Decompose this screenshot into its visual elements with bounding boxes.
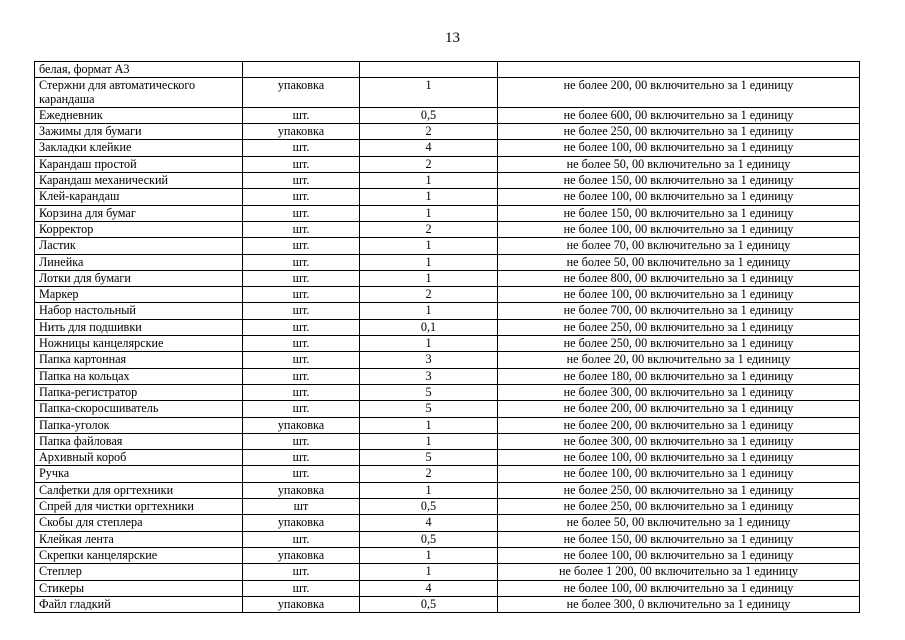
unit-cell: шт.: [243, 368, 360, 384]
item-name-cell: Архивный короб: [35, 450, 243, 466]
page-number: 13: [445, 30, 460, 46]
unit-cell: упаковка: [243, 78, 360, 108]
price-limit-cell: не более 100, 00 включительно за 1 единицу: [498, 450, 860, 466]
quantity-cell: 5: [360, 384, 498, 400]
item-name-cell: Скрепки канцелярские: [35, 547, 243, 563]
price-limit-cell: не более 70, 00 включительно за 1 единицу: [498, 238, 860, 254]
table-row: [35, 580, 860, 596]
item-name-cell: Ручка: [35, 466, 243, 482]
item-name-cell: Ежедневник: [35, 107, 243, 123]
unit-cell: шт.: [243, 531, 360, 547]
item-name-cell: Закладки клейкие: [35, 140, 243, 156]
table-row: [35, 221, 860, 237]
quantity-cell: 1: [360, 433, 498, 449]
item-name-cell: Корректор: [35, 221, 243, 237]
quantity-cell: 3: [360, 368, 498, 384]
quantity-cell: 4: [360, 580, 498, 596]
price-limit-cell: не более 700, 00 включительно за 1 единицу: [498, 303, 860, 319]
unit-cell: шт.: [243, 140, 360, 156]
item-name-cell: Степлер: [35, 564, 243, 580]
quantity-cell: 0,1: [360, 319, 498, 335]
price-limit-cell: [498, 62, 860, 78]
item-name-cell: Скобы для степлера: [35, 515, 243, 531]
item-name-cell: Стержни для автоматического карандаша: [35, 78, 243, 108]
quantity-cell: 1: [360, 254, 498, 270]
quantity-cell: [360, 62, 498, 78]
table-row: [35, 205, 860, 221]
table-row: [35, 254, 860, 270]
quantity-cell: 1: [360, 547, 498, 563]
table-row: [35, 107, 860, 123]
price-limit-cell: не более 20, 00 включительно за 1 единицу: [498, 352, 860, 368]
unit-cell: шт.: [243, 303, 360, 319]
quantity-cell: 1: [360, 270, 498, 286]
quantity-cell: 1: [360, 564, 498, 580]
price-limit-cell: не более 100, 00 включительно за 1 единицу: [498, 547, 860, 563]
unit-cell: [243, 62, 360, 78]
item-name-cell: Папка картонная: [35, 352, 243, 368]
price-limit-cell: не более 300, 00 включительно за 1 единицу: [498, 433, 860, 449]
unit-cell: шт.: [243, 107, 360, 123]
price-limit-cell: не более 250, 00 включительно за 1 единицу: [498, 319, 860, 335]
quantity-cell: 1: [360, 336, 498, 352]
price-limit-cell: не более 50, 00 включительно за 1 единицу: [498, 156, 860, 172]
price-limit-cell: не более 250, 00 включительно за 1 единицу: [498, 482, 860, 498]
unit-cell: шт.: [243, 189, 360, 205]
table-row: [35, 287, 860, 303]
unit-cell: шт.: [243, 336, 360, 352]
price-limit-cell: не более 250, 00 включительно за 1 единицу: [498, 124, 860, 140]
price-limit-cell: не более 300, 0 включительно за 1 единицу: [498, 596, 860, 612]
price-limit-cell: не более 100, 00 включительно за 1 единицу: [498, 221, 860, 237]
item-name-cell: Зажимы для бумаги: [35, 124, 243, 140]
price-limit-cell: не более 100, 00 включительно за 1 единицу: [498, 140, 860, 156]
unit-cell: шт.: [243, 433, 360, 449]
table-row: [35, 140, 860, 156]
item-name-cell: Папка файловая: [35, 433, 243, 449]
quantity-cell: 2: [360, 287, 498, 303]
quantity-cell: 3: [360, 352, 498, 368]
table-row: [35, 450, 860, 466]
quantity-cell: 2: [360, 466, 498, 482]
item-name-cell: белая, формат А3: [35, 62, 243, 78]
quantity-cell: 0,5: [360, 499, 498, 515]
quantity-cell: 0,5: [360, 596, 498, 612]
table-body: [35, 62, 860, 613]
item-name-cell: Набор настольный: [35, 303, 243, 319]
item-name-cell: Лотки для бумаги: [35, 270, 243, 286]
table-row: [35, 384, 860, 400]
price-limit-cell: не более 150, 00 включительно за 1 единицу: [498, 531, 860, 547]
unit-cell: шт: [243, 499, 360, 515]
price-limit-cell: не более 1 200, 00 включительно за 1 единицу: [498, 564, 860, 580]
unit-cell: шт.: [243, 173, 360, 189]
table-row: [35, 401, 860, 417]
table-row: [35, 417, 860, 433]
item-name-cell: Клейкая лента: [35, 531, 243, 547]
table-row: [35, 270, 860, 286]
price-limit-cell: не более 180, 00 включительно за 1 единицу: [498, 368, 860, 384]
unit-cell: упаковка: [243, 124, 360, 140]
price-limit-cell: не более 250, 00 включительно за 1 единицу: [498, 336, 860, 352]
price-limit-cell: не более 600, 00 включительно за 1 единицу: [498, 107, 860, 123]
item-name-cell: Папка-регистратор: [35, 384, 243, 400]
table-row: [35, 515, 860, 531]
unit-cell: шт.: [243, 221, 360, 237]
quantity-cell: 4: [360, 515, 498, 531]
price-limit-cell: не более 100, 00 включительно за 1 единицу: [498, 287, 860, 303]
table-row: [35, 564, 860, 580]
item-name-cell: Ластик: [35, 238, 243, 254]
item-name-cell: Стикеры: [35, 580, 243, 596]
table-row: [35, 352, 860, 368]
item-name-cell: Папка-уголок: [35, 417, 243, 433]
item-name-cell: Папка на кольцах: [35, 368, 243, 384]
table-row: [35, 189, 860, 205]
item-name-cell: Салфетки для оргтехники: [35, 482, 243, 498]
item-name-cell: Спрей для чистки оргтехники: [35, 499, 243, 515]
item-name-cell: Карандаш простой: [35, 156, 243, 172]
price-limit-cell: не более 200, 00 включительно за 1 единицу: [498, 417, 860, 433]
table-row: [35, 433, 860, 449]
price-limit-cell: не более 100, 00 включительно за 1 единицу: [498, 189, 860, 205]
quantity-cell: 2: [360, 124, 498, 140]
unit-cell: шт.: [243, 238, 360, 254]
price-limit-cell: не более 800, 00 включительно за 1 единицу: [498, 270, 860, 286]
item-name-cell: Линейка: [35, 254, 243, 270]
quantity-cell: 1: [360, 238, 498, 254]
unit-cell: шт.: [243, 319, 360, 335]
item-name-cell: Папка-скоросшиватель: [35, 401, 243, 417]
price-limit-cell: не более 150, 00 включительно за 1 единицу: [498, 205, 860, 221]
unit-cell: шт.: [243, 156, 360, 172]
table-row: [35, 466, 860, 482]
price-limit-cell: не более 300, 00 включительно за 1 единицу: [498, 384, 860, 400]
unit-cell: упаковка: [243, 417, 360, 433]
item-name-cell: Клей-карандаш: [35, 189, 243, 205]
supplies-table: [34, 61, 860, 613]
table-row: [35, 156, 860, 172]
price-limit-cell: не более 100, 00 включительно за 1 единицу: [498, 466, 860, 482]
quantity-cell: 1: [360, 205, 498, 221]
unit-cell: шт.: [243, 384, 360, 400]
price-limit-cell: не более 50, 00 включительно за 1 единицу: [498, 254, 860, 270]
table-row: [35, 499, 860, 515]
unit-cell: шт.: [243, 254, 360, 270]
quantity-cell: 4: [360, 140, 498, 156]
item-name-cell: Карандаш механический: [35, 173, 243, 189]
unit-cell: шт.: [243, 564, 360, 580]
quantity-cell: 0,5: [360, 531, 498, 547]
quantity-cell: 5: [360, 450, 498, 466]
price-limit-cell: не более 200, 00 включительно за 1 единицу: [498, 78, 860, 108]
unit-cell: шт.: [243, 450, 360, 466]
quantity-cell: 1: [360, 78, 498, 108]
price-limit-cell: не более 150, 00 включительно за 1 единицу: [498, 173, 860, 189]
unit-cell: шт.: [243, 270, 360, 286]
table-row: [35, 368, 860, 384]
quantity-cell: 0,5: [360, 107, 498, 123]
price-limit-cell: не более 50, 00 включительно за 1 единицу: [498, 515, 860, 531]
item-name-cell: Маркер: [35, 287, 243, 303]
unit-cell: шт.: [243, 466, 360, 482]
quantity-cell: 1: [360, 303, 498, 319]
table-row: [35, 78, 860, 108]
unit-cell: шт.: [243, 401, 360, 417]
table-row: [35, 336, 860, 352]
table-row: [35, 482, 860, 498]
quantity-cell: 1: [360, 173, 498, 189]
quantity-cell: 1: [360, 189, 498, 205]
table-row: [35, 547, 860, 563]
quantity-cell: 5: [360, 401, 498, 417]
item-name-cell: Ножницы канцелярские: [35, 336, 243, 352]
quantity-cell: 2: [360, 156, 498, 172]
price-limit-cell: не более 200, 00 включительно за 1 единицу: [498, 401, 860, 417]
table-row: [35, 596, 860, 612]
table-row: [35, 124, 860, 140]
table-row: [35, 303, 860, 319]
item-name-cell: Корзина для бумаг: [35, 205, 243, 221]
unit-cell: упаковка: [243, 547, 360, 563]
unit-cell: шт.: [243, 352, 360, 368]
item-name-cell: Нить для подшивки: [35, 319, 243, 335]
quantity-cell: 1: [360, 482, 498, 498]
unit-cell: упаковка: [243, 596, 360, 612]
price-limit-cell: не более 250, 00 включительно за 1 единицу: [498, 499, 860, 515]
table-row: [35, 531, 860, 547]
unit-cell: упаковка: [243, 482, 360, 498]
quantity-cell: 2: [360, 221, 498, 237]
unit-cell: шт.: [243, 580, 360, 596]
unit-cell: шт.: [243, 205, 360, 221]
price-limit-cell: не более 100, 00 включительно за 1 единицу: [498, 580, 860, 596]
table-row: [35, 173, 860, 189]
quantity-cell: 1: [360, 417, 498, 433]
table-row: [35, 319, 860, 335]
item-name-cell: Файл гладкий: [35, 596, 243, 612]
table-row: [35, 62, 860, 78]
unit-cell: шт.: [243, 287, 360, 303]
table-row: [35, 238, 860, 254]
unit-cell: упаковка: [243, 515, 360, 531]
